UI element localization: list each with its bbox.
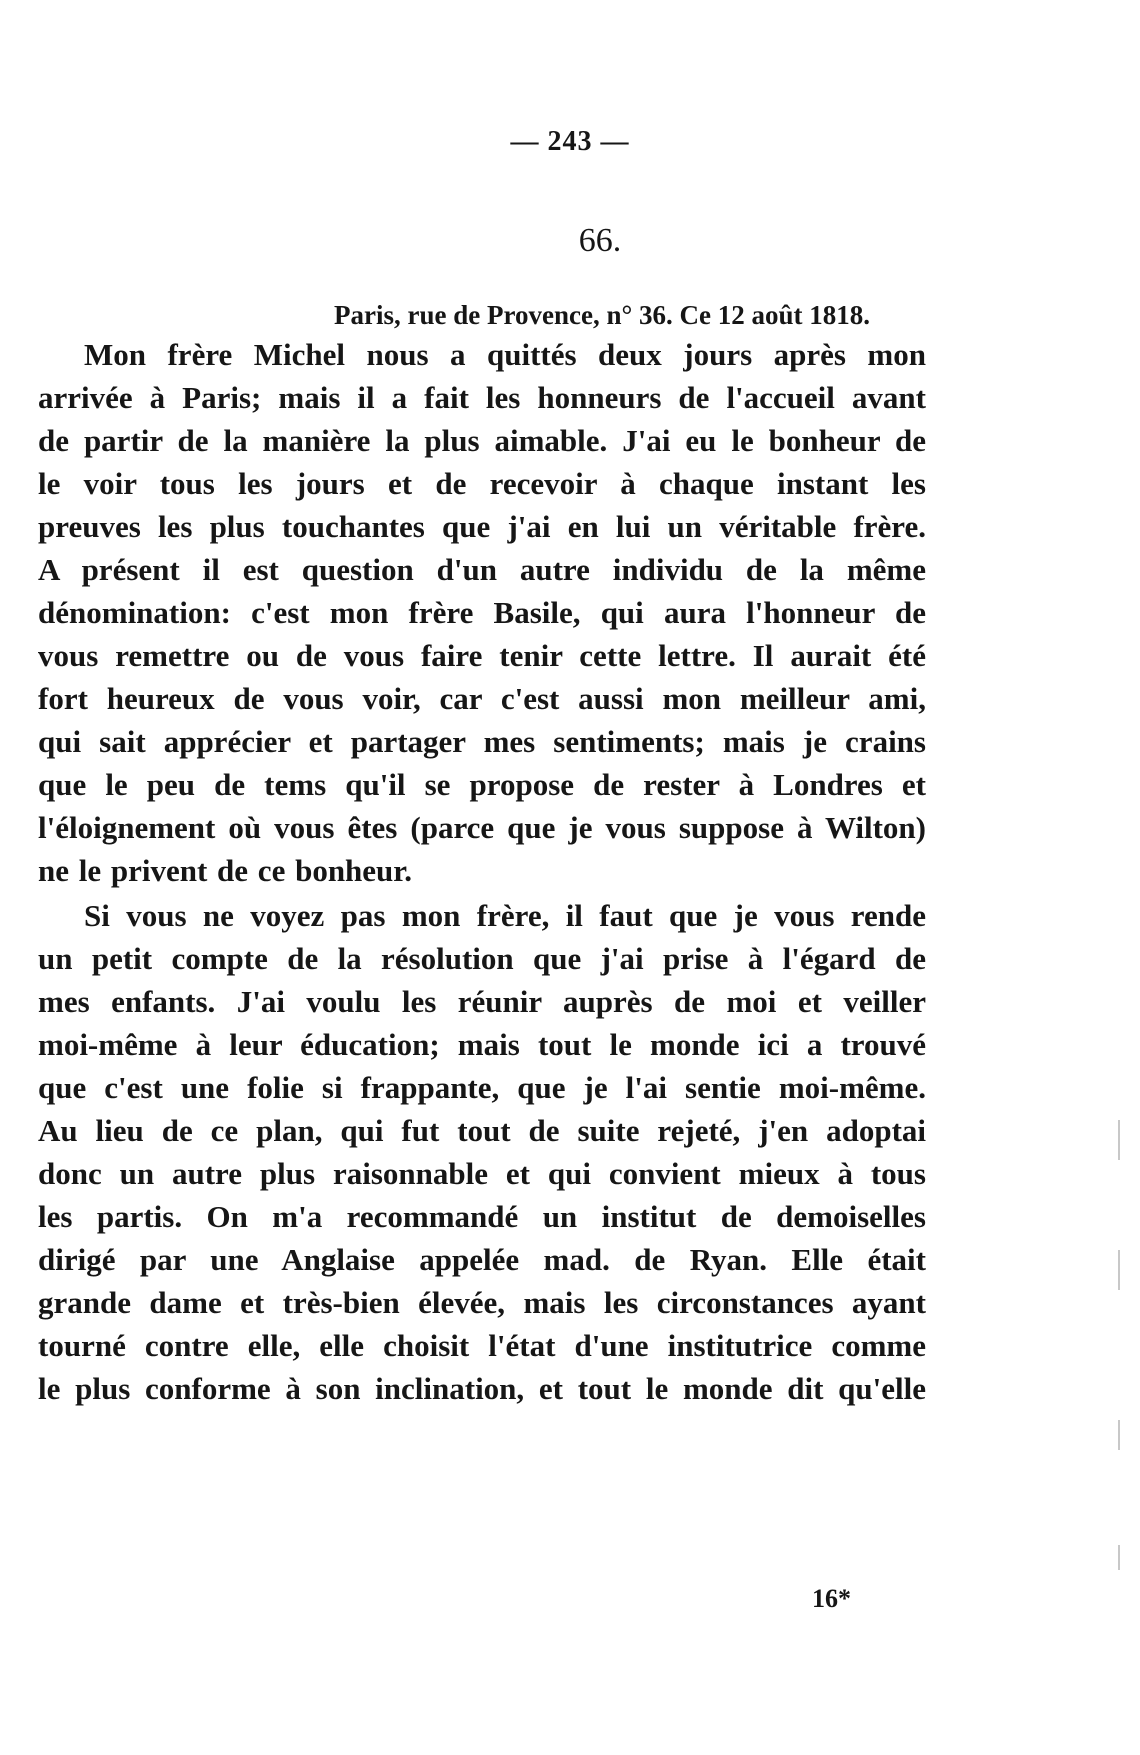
text-line: fort heureux de vous voir, car c'est aussi mon meilleur ami, [38,681,926,716]
text-line: Si vous ne voyez pas mon frère, il faut que je vous rende [84,898,926,933]
scan-artifact [1118,1120,1120,1160]
text-line: un petit compte de la résolution que j'ai prise à l'égard de [38,941,926,976]
dateline: Paris, rue de Provence, n° 36. Ce 12 août 1818. [334,300,870,330]
text-line: mes enfants. J'ai voulu les réunir auprès de moi et veiller [38,984,926,1019]
page-number: — 243 — [510,126,630,157]
signature-mark: 16* [812,1584,851,1613]
letter-number: 66. [578,222,622,259]
text-line: les partis. On m'a recommandé un institut de demoiselles [38,1199,926,1234]
text-line: A présent il est question d'un autre individu de la même [38,552,926,587]
text-line: donc un autre plus raisonnable et qui convient mieux à tous [38,1156,926,1191]
text-line: de partir de la manière la plus aimable. J'ai eu le bonheur de [38,423,926,458]
text-line: ne le privent de ce bonheur. [38,853,412,888]
text-line: dirigé par une Anglaise appelée mad. de Ryan. Elle était [38,1242,926,1277]
text-line: que c'est une folie si frappante, que je l'ai sentie moi-même. [38,1070,926,1105]
text-line: moi-même à leur éducation; mais tout le monde ici a trouvé [38,1027,926,1062]
text-line: tourné contre elle, elle choisit l'état d'une institutrice comme [38,1328,926,1363]
text-line: arrivée à Paris; mais il a fait les honneurs de l'accueil avant [38,380,926,415]
text-line: Mon frère Michel nous a quittés deux jours après mon [84,337,926,372]
text-line: l'éloignement où vous êtes (parce que je vous suppose à Wilton) [38,810,926,845]
scan-artifact [1118,1250,1120,1290]
text-line: vous remettre ou de vous faire tenir cette lettre. Il aurait été [38,638,926,673]
text-line: que le peu de tems qu'il se propose de rester à Londres et [38,767,926,802]
text-line: Au lieu de ce plan, qui fut tout de suite rejeté, j'en adoptai [38,1113,926,1148]
scan-artifact [1118,1545,1120,1570]
text-line: le plus conforme à son inclination, et tout le monde dit qu'elle [38,1371,926,1406]
text-line: dénomination: c'est mon frère Basile, qui aura l'honneur de [38,595,926,630]
text-line: grande dame et très-bien élevée, mais les circonstances ayant [38,1285,926,1320]
text-line: le voir tous les jours et de recevoir à chaque instant les [38,466,926,501]
text-line: qui sait apprécier et partager mes sentiments; mais je crains [38,724,926,759]
scan-artifact [1118,1420,1120,1450]
text-line: preuves les plus touchantes que j'ai en lui un véritable frère. [38,509,926,544]
